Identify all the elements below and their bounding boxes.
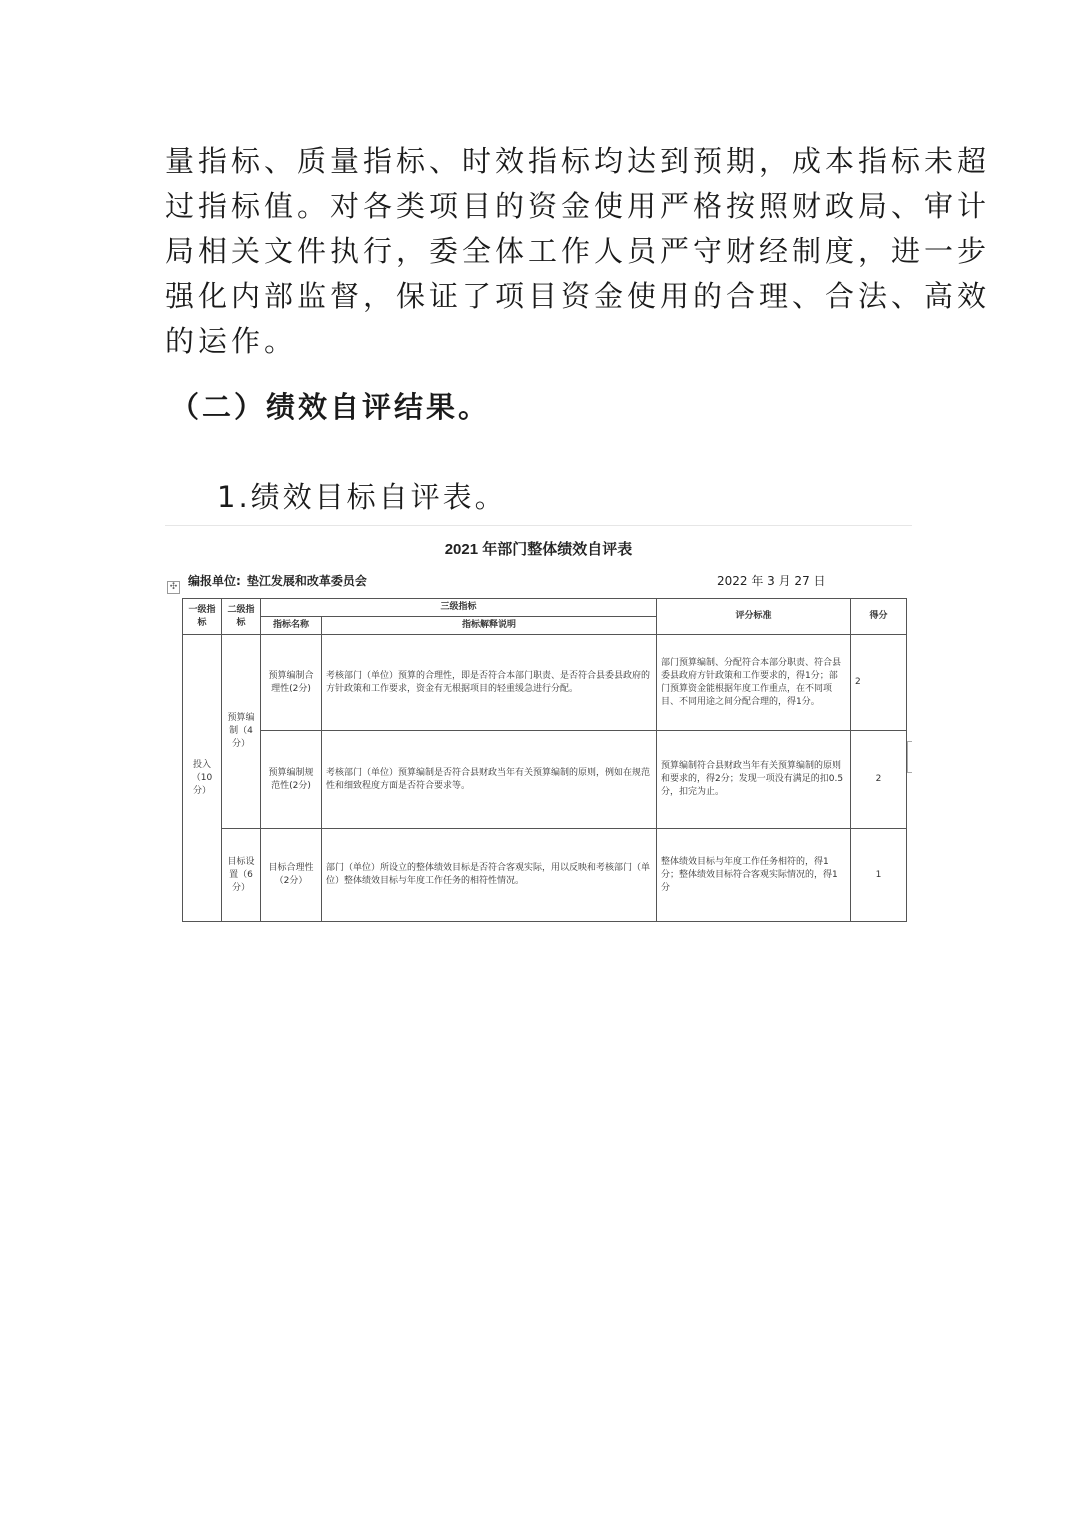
indicator-score: 2: [851, 635, 907, 731]
table-row: [183, 731, 907, 829]
paragraph-line: 过指标值。对各类项目的资金使用严格按照财政局、审计: [165, 189, 991, 223]
group-level1-cell: 投入（10分）: [183, 635, 222, 922]
header-name: 指标名称: [261, 617, 322, 635]
figure-title: 2021 年部门整体绩效自评表: [444, 541, 633, 558]
paragraph-line: 局相关文件执行，委全体工作人员严守财经制度，进一步: [165, 234, 991, 268]
indicator-name: 目标合理性（2分）: [261, 829, 322, 922]
indicator-criteria: 整体绩效目标与年度工作任务相符的，得1分；整体绩效目标符合客观实际情况的，得1分: [657, 829, 851, 922]
header-level1: 一级指标: [183, 599, 222, 635]
subsection-heading: 1.绩效目标自评表。: [217, 480, 507, 514]
indicator-score: 1: [851, 829, 907, 922]
reporting-unit: [188, 572, 367, 589]
indicator-name: 预算编制规范性(2分): [261, 731, 322, 829]
indicator-desc: 部门（单位）所设立的整体绩效目标是否符合客观实际，用以反映和考核部门（单位）整体绩效目标与年度工作任务的相符性情况。: [322, 829, 657, 922]
table-row: [183, 635, 907, 731]
body-paragraph: [165, 139, 991, 364]
header-score: 得分: [851, 599, 907, 635]
evaluation-table: [182, 598, 907, 922]
unit-name: 垫江发展和改革委员会: [246, 574, 367, 588]
evaluation-table-figure: [165, 525, 912, 924]
group-level2-cell: 目标设置（6分）: [222, 829, 261, 922]
paragraph-line: 的运作。: [165, 324, 298, 358]
indicator-criteria: 预算编制符合县财政当年有关预算编制的原则和要求的，得2分；发现一项没有满足的扣0.5分，扣完为止。: [657, 731, 851, 829]
paragraph-line: 量指标、质量指标、时效指标均达到预期，成本指标未超: [165, 144, 991, 178]
indicator-score: 2: [851, 731, 907, 829]
header-level2: 二级指标: [222, 599, 261, 635]
header-desc: 指标解释说明: [322, 617, 657, 635]
header-criteria: 评分标准: [657, 599, 851, 635]
paragraph-line: 强化内部监督，保证了项目资金使用的合理、合法、高效: [165, 279, 991, 313]
header-level3: 三级指标: [261, 599, 657, 617]
indicator-desc: 考核部门（单位）预算编制是否符合县财政当年有关预算编制的原则，例如在规范性和细致程度方面是否符合要求等。: [322, 731, 657, 829]
table-move-icon[interactable]: ✣: [167, 581, 180, 594]
group-level2-cell: 预算编制（4分）: [222, 635, 261, 829]
section-heading: （二）绩效自评结果。: [170, 390, 491, 424]
table-resize-handle[interactable]: [907, 741, 912, 773]
indicator-criteria: 部门预算编制、分配符合本部分职责、符合县委县政府方针政策和工作要求的，得1分；部门预算资金能根据年度工作重点，在不同项目、不同用途之间分配合理的，得1分。: [657, 635, 851, 731]
indicator-name: 预算编制合理性(2分): [261, 635, 322, 731]
report-date: 2022 年 3 月 27 日: [717, 574, 826, 588]
table-row: [183, 829, 907, 922]
unit-label: 编报单位:: [188, 574, 241, 588]
indicator-desc: 考核部门（单位）预算的合理性，即是否符合本部门职责、是否符合县委县政府的方针政策和工作要求，资金有无根据项目的轻重缓急进行分配。: [322, 635, 657, 731]
